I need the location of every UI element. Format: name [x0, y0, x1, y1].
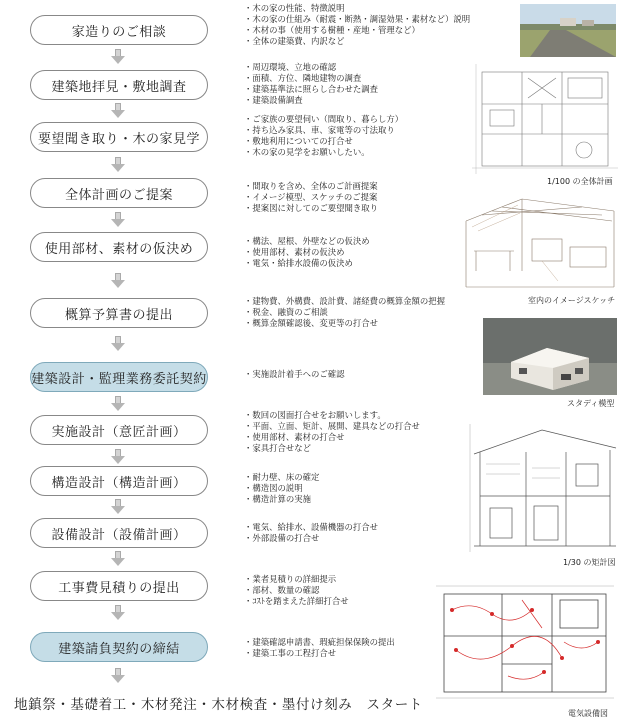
- note: ・ 部材、数量の確認: [244, 585, 349, 596]
- notes-construction-contract: [244, 637, 395, 659]
- notes-overall-plan: [244, 181, 378, 214]
- note: ・ 電気、給排水、設備機器の打合せ: [244, 522, 378, 533]
- notes-equipment-design: [244, 522, 378, 544]
- note: ・ 概算金額確認後、変更等の打合せ: [244, 318, 445, 329]
- note: ・ 構造図の説明: [244, 483, 319, 494]
- step-design-contract: 建築設計・監理業務委託契約: [30, 362, 208, 392]
- step-overall-plan: 全体計画のご提案: [30, 178, 208, 208]
- note: ・ 全体の建築費、内訳など: [244, 36, 470, 47]
- down-arrow-icon: [111, 668, 125, 684]
- step-estimate: 概算予算書の提出: [30, 298, 208, 328]
- note: ・ 建築確認申請書、瑕疵担保保険の提出: [244, 637, 395, 648]
- step-hearing: 要望聞き取り・木の家見学: [30, 122, 208, 152]
- notes-materials: [244, 236, 370, 269]
- notes-consultation: [244, 3, 470, 47]
- note: ・ ご家族の要望伺い（間取り、暮らし方）: [244, 114, 403, 125]
- note: ・ イメージ模型、スケッチのご提案: [244, 192, 378, 203]
- note: ・ 平面、立面、矩計、展開、建具などの打合せ: [244, 421, 420, 432]
- note: ・ 実施設計着手へのご確認: [244, 369, 345, 380]
- note: ・ 家具打合せなど: [244, 443, 420, 454]
- down-arrow-icon: [111, 157, 125, 173]
- down-arrow-icon: [111, 605, 125, 621]
- notes-construction-quote: [244, 574, 349, 607]
- caption-section: 1/30 の矩計図: [563, 558, 616, 567]
- step-equipment-design: 設備設計（設備計画）: [30, 518, 208, 548]
- down-arrow-icon: [111, 273, 125, 289]
- site-photo: [520, 4, 616, 57]
- note: ・ 間取りを含め、全体のご計画提案: [244, 181, 378, 192]
- final-start-text: 地鎮祭・基礎着工・木材発注・木材検査・墨付け刻み スタート: [14, 697, 423, 713]
- down-arrow-icon: [111, 499, 125, 515]
- caption-model: スタディ模型: [567, 399, 615, 408]
- caption-sketch: 室内のイメージスケッチ: [528, 296, 616, 305]
- note: ・ 面積、方位、隣地建物の調査: [244, 73, 378, 84]
- down-arrow-icon: [111, 449, 125, 465]
- notes-structural-design: [244, 472, 319, 505]
- notes-hearing: [244, 114, 403, 158]
- note: ・ 周辺環境、立地の確認: [244, 62, 378, 73]
- interior-sketch: [462, 191, 618, 293]
- floor-plan-drawing: [472, 64, 618, 174]
- note: ・ 使用部材、素材の打合せ: [244, 432, 420, 443]
- step-construction-quote: 工事費見積りの提出: [30, 571, 208, 601]
- note: ・ 構法、屋根、外壁などの仮決め: [244, 236, 370, 247]
- note: ・ 建築工事の工程打合せ: [244, 648, 395, 659]
- note: ・ 使用部材、素材の仮決め: [244, 247, 370, 258]
- down-arrow-icon: [111, 212, 125, 228]
- down-arrow-icon: [111, 103, 125, 119]
- electrical-plan-drawing: [432, 580, 618, 704]
- note: ・ 耐力壁、床の確定: [244, 472, 319, 483]
- study-model-photo: [483, 318, 617, 395]
- notes-detail-design: [244, 410, 420, 454]
- step-site-survey: 建築地拝見・敷地調査: [30, 70, 208, 100]
- note: ・ 提案図に対してのご要望聞き取り: [244, 203, 378, 214]
- down-arrow-icon: [111, 396, 125, 412]
- section-drawing: [466, 424, 618, 552]
- step-construction-contract: 建築請負契約の締結: [30, 632, 208, 662]
- caption-plan: 1/100 の全体計画: [547, 177, 613, 186]
- note: ・ 木の家の仕組み（耐震・断熱・調湿効果・素材など）説明: [244, 14, 470, 25]
- notes-site-survey: [244, 62, 378, 106]
- note: ・ 建築基準法に照らし合わせた調査: [244, 84, 378, 95]
- note: ・ 木の家の性能、特徴説明: [244, 3, 470, 14]
- note: ・ ｺｽﾄを踏まえた詳細打合せ: [244, 596, 349, 607]
- note: ・ 木材の事（使用する樹種・産地・管理など）: [244, 25, 470, 36]
- down-arrow-icon: [111, 551, 125, 567]
- note: ・ 外部設備の打合せ: [244, 533, 378, 544]
- note: ・ 建築設備調査: [244, 95, 378, 106]
- note: ・ 木の家の見学をお願いしたい。: [244, 147, 403, 158]
- step-consultation: 家造りのご相談: [30, 15, 208, 45]
- note: ・ 業者見積りの詳細提示: [244, 574, 349, 585]
- note: ・ 敷地利用についての打合せ: [244, 136, 403, 147]
- note: ・ 電気・給排水設備の仮決め: [244, 258, 370, 269]
- notes-design-contract: [244, 369, 345, 380]
- note: ・ 建物費、外構費、設計費、諸経費の概算金額の把握: [244, 296, 445, 307]
- notes-estimate: [244, 296, 445, 329]
- note: ・ 構造計算の実施: [244, 494, 319, 505]
- step-materials: 使用部材、素材の仮決め: [30, 232, 208, 262]
- note: ・ 税金、融資のご相談: [244, 307, 445, 318]
- caption-electrical: 電気設備図: [568, 709, 608, 718]
- down-arrow-icon: [111, 336, 125, 352]
- note: ・ 数回の図面打合せをお願いします。: [244, 410, 420, 421]
- step-structural-design: 構造設計（構造計画）: [30, 466, 208, 496]
- note: ・ 持ち込み家具、車、家電等の寸法取り: [244, 125, 403, 136]
- step-detail-design: 実施設計（意匠計画）: [30, 415, 208, 445]
- down-arrow-icon: [111, 49, 125, 65]
